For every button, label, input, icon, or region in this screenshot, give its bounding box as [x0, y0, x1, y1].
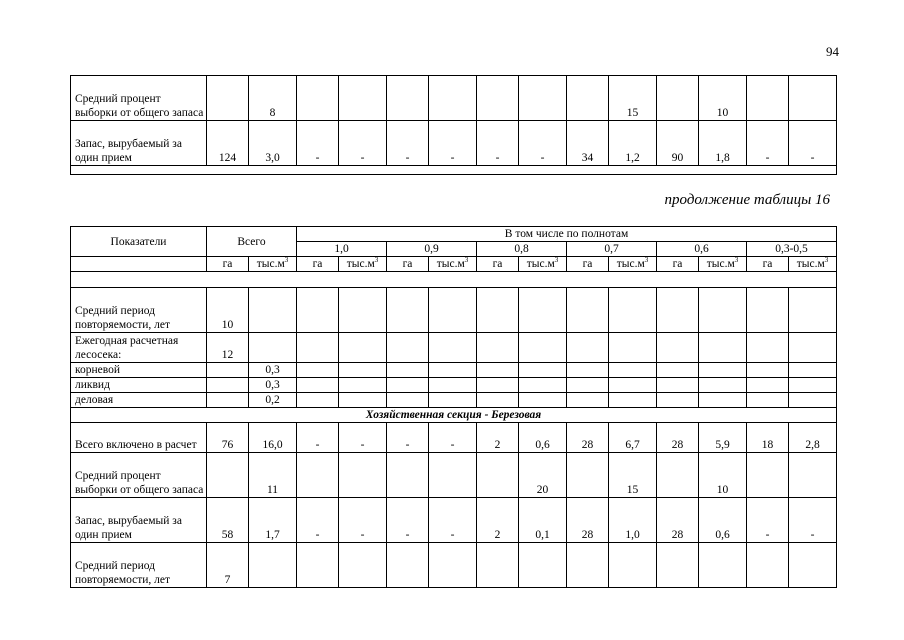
table-cell: 28 [657, 423, 699, 453]
table-cell: - [747, 498, 789, 543]
table-cell [699, 543, 747, 588]
table-cell [519, 288, 567, 333]
table-top-fragment [70, 75, 837, 175]
table-cell [657, 543, 699, 588]
table-cell [339, 76, 387, 121]
table-cell: 12 [207, 333, 249, 363]
row-label: ликвид [71, 378, 207, 393]
spacer-row [71, 272, 837, 288]
table-cell [429, 288, 477, 333]
table-cell [339, 288, 387, 333]
table-cell [477, 288, 519, 333]
unit-volume-exponent: 3 [824, 256, 829, 265]
table-cell [657, 76, 699, 121]
unit-volume-text: тыс.м [616, 258, 645, 270]
table-cell [297, 333, 339, 363]
table-cell: 8 [249, 76, 297, 121]
table-cell: 7 [207, 543, 249, 588]
header-unit-ha: га [387, 257, 429, 272]
table-cell [699, 333, 747, 363]
table-cell: 2,8 [789, 423, 837, 453]
table-cell [339, 363, 387, 378]
table-cell [477, 333, 519, 363]
table-cell: - [339, 121, 387, 166]
table-cell: 2 [477, 423, 519, 453]
table-cell: 15 [609, 76, 657, 121]
header-unit-volume [519, 257, 567, 272]
table-cell [207, 76, 249, 121]
row-label: Запас, вырубаемый за один прием [71, 498, 207, 543]
table-cell [297, 288, 339, 333]
page-number: 94 [826, 44, 839, 59]
table-cell [477, 378, 519, 393]
unit-volume-text: тыс.м [796, 258, 825, 270]
row-label: деловая [71, 393, 207, 408]
table-cell [519, 363, 567, 378]
table-cell [657, 378, 699, 393]
row-label: Всего включено в расчет [71, 423, 207, 453]
table-cell [567, 363, 609, 378]
table-cell: 6,7 [609, 423, 657, 453]
table-row [71, 76, 837, 121]
empty-cell [71, 272, 837, 288]
table-cell [699, 363, 747, 378]
table-row [71, 498, 837, 543]
table-cell: 34 [567, 121, 609, 166]
table-cell: - [789, 498, 837, 543]
table-body [71, 272, 837, 588]
row-label: Средний процент выборки от общего запаса [71, 76, 207, 121]
table-cell [657, 453, 699, 498]
empty-cell [71, 166, 837, 175]
table-cell: 58 [207, 498, 249, 543]
table-cell [609, 333, 657, 363]
table-cell: - [297, 423, 339, 453]
table-cell [207, 393, 249, 408]
header-unit-ha: га [657, 257, 699, 272]
table-cell [297, 453, 339, 498]
header-unit-blank [71, 257, 207, 272]
table-cell [789, 288, 837, 333]
table-cell [429, 393, 477, 408]
table-cell [519, 393, 567, 408]
table-cell: 10 [699, 76, 747, 121]
unit-volume-text: тыс.м [526, 258, 555, 270]
row-label: Запас, вырубаемый за один прием [71, 121, 207, 166]
spacer-row [71, 166, 837, 175]
table-cell [747, 333, 789, 363]
table-cell [657, 333, 699, 363]
header-unit-ha: га [567, 257, 609, 272]
table-cell [657, 288, 699, 333]
top-table-body [71, 76, 837, 175]
row-label: Ежегодная расчетная лесосека: [71, 333, 207, 363]
table-cell: - [387, 498, 429, 543]
table-cell [657, 363, 699, 378]
table-cell: 1,2 [609, 121, 657, 166]
header-unit-volume [339, 257, 387, 272]
table-cell [429, 333, 477, 363]
header-unit-ha: га [297, 257, 339, 272]
table-cell: 20 [519, 453, 567, 498]
table-cell: - [429, 121, 477, 166]
header-density: 0,8 [477, 242, 567, 257]
table-cell: 28 [567, 498, 609, 543]
table-16-continuation [70, 226, 837, 588]
table-cell [747, 378, 789, 393]
header-density: 0,6 [657, 242, 747, 257]
table-row [71, 453, 837, 498]
table-cell: - [789, 121, 837, 166]
table-row [71, 393, 837, 408]
unit-volume-text: тыс.м [436, 258, 465, 270]
row-label: Средний период повторяемости, лет [71, 543, 207, 588]
table-cell: 11 [249, 453, 297, 498]
table-cell [699, 393, 747, 408]
unit-volume-text: тыс.м [346, 258, 375, 270]
table-cell [387, 363, 429, 378]
unit-volume-exponent: 3 [644, 256, 649, 265]
section-title: Хозяйственная секция - Березовая [71, 408, 837, 423]
table-cell [339, 453, 387, 498]
table-cell: 28 [567, 423, 609, 453]
table-cell: - [429, 498, 477, 543]
table-cell [567, 543, 609, 588]
table-cell [297, 76, 339, 121]
header-density: 1,0 [297, 242, 387, 257]
table-cell: 5,9 [699, 423, 747, 453]
table-cell: 124 [207, 121, 249, 166]
table-cell [477, 363, 519, 378]
table-cell [567, 288, 609, 333]
header-unit-ha: га [207, 257, 249, 272]
table-cell: - [297, 121, 339, 166]
table-cell: 0,2 [249, 393, 297, 408]
unit-volume-exponent: 3 [554, 256, 559, 265]
table-cell: - [339, 423, 387, 453]
table-cell [387, 543, 429, 588]
table-cell [429, 378, 477, 393]
table-cell [207, 378, 249, 393]
table-cell [609, 543, 657, 588]
table-cell [249, 333, 297, 363]
table-cell: 15 [609, 453, 657, 498]
section-row [71, 408, 837, 423]
table-cell: 3,0 [249, 121, 297, 166]
table-cell: 0,6 [519, 423, 567, 453]
table-cell [609, 288, 657, 333]
table-cell [249, 288, 297, 333]
header-density: 0,9 [387, 242, 477, 257]
unit-volume-text: тыс.м [706, 258, 735, 270]
table-cell [339, 543, 387, 588]
table-cell [429, 76, 477, 121]
header-unit-volume [789, 257, 837, 272]
table-cell [429, 453, 477, 498]
table-cell [789, 76, 837, 121]
table-cell: - [477, 121, 519, 166]
table-cell: 10 [699, 453, 747, 498]
table-cell [477, 393, 519, 408]
table-cell [609, 393, 657, 408]
table-cell: - [387, 121, 429, 166]
header-unit-ha: га [477, 257, 519, 272]
table-cell [789, 333, 837, 363]
table-cell [339, 393, 387, 408]
header-indicators: Показатели [71, 227, 207, 257]
header-unit-volume [609, 257, 657, 272]
header-unit-ha: га [747, 257, 789, 272]
table-cell [699, 288, 747, 333]
unit-volume-exponent: 3 [284, 256, 289, 265]
header-total: Всего [207, 227, 297, 257]
table-cell [567, 333, 609, 363]
table-cell [207, 453, 249, 498]
table-cell: 0,6 [699, 498, 747, 543]
header-unit-volume [249, 257, 297, 272]
table-cell [567, 393, 609, 408]
table-cell: 0,3 [249, 378, 297, 393]
table-cell [387, 453, 429, 498]
table-cell: 0,1 [519, 498, 567, 543]
row-label: Средний период повторяемости, лет [71, 288, 207, 333]
table-cell [747, 393, 789, 408]
table-cell [387, 393, 429, 408]
table-cell [609, 378, 657, 393]
header-density: 0,3-0,5 [747, 242, 837, 257]
table-cell [609, 363, 657, 378]
table-cell [477, 76, 519, 121]
unit-volume-exponent: 3 [464, 256, 469, 265]
table-cell [387, 76, 429, 121]
table-cell: 1,8 [699, 121, 747, 166]
header-unit-volume [699, 257, 747, 272]
table-cell: 18 [747, 423, 789, 453]
table-cell: - [297, 498, 339, 543]
table-cell: - [339, 498, 387, 543]
table-cell [657, 393, 699, 408]
table-cell [429, 363, 477, 378]
table-cell [747, 76, 789, 121]
table-cell [519, 378, 567, 393]
table-row [71, 333, 837, 363]
unit-volume-exponent: 3 [734, 256, 739, 265]
table-cell [519, 76, 567, 121]
table-row [71, 121, 837, 166]
table-cell: 76 [207, 423, 249, 453]
table-cell: 28 [657, 498, 699, 543]
table-cell: 1,0 [609, 498, 657, 543]
table-cell [747, 363, 789, 378]
table-cell [789, 543, 837, 588]
header-density: 0,7 [567, 242, 657, 257]
table-header [71, 227, 837, 272]
table-cell [297, 393, 339, 408]
table-cell: - [387, 423, 429, 453]
table-cell [297, 378, 339, 393]
table-cell [699, 378, 747, 393]
table-cell [789, 453, 837, 498]
table-row [71, 288, 837, 333]
table-cell: - [429, 423, 477, 453]
header-including-densities: В том числе по полнотам [297, 227, 837, 242]
table-cell [429, 543, 477, 588]
table-cell [339, 378, 387, 393]
table-cell [747, 543, 789, 588]
table-cell [519, 333, 567, 363]
table-cell [789, 378, 837, 393]
table-cell [789, 393, 837, 408]
row-label: Средний процент выборки от общего запаса [71, 453, 207, 498]
continuation-title: продолжение таблицы 16 [664, 192, 830, 208]
table-row [71, 543, 837, 588]
table-cell [567, 453, 609, 498]
table-cell [297, 363, 339, 378]
table-cell [477, 543, 519, 588]
table-cell: - [747, 121, 789, 166]
table-cell [387, 288, 429, 333]
unit-volume-exponent: 3 [374, 256, 379, 265]
table-cell [789, 363, 837, 378]
table-row [71, 363, 837, 378]
table-cell [747, 288, 789, 333]
table-cell: 90 [657, 121, 699, 166]
unit-volume-text: тыс.м [256, 258, 285, 270]
table-cell [567, 76, 609, 121]
table-cell [339, 333, 387, 363]
table-cell [207, 363, 249, 378]
table-cell [387, 378, 429, 393]
row-label: корневой [71, 363, 207, 378]
table-cell: 2 [477, 498, 519, 543]
table-cell: 0,3 [249, 363, 297, 378]
table-cell [477, 453, 519, 498]
table-cell [747, 453, 789, 498]
table-cell [567, 378, 609, 393]
table-cell: 1,7 [249, 498, 297, 543]
table-cell [297, 543, 339, 588]
table-cell: 10 [207, 288, 249, 333]
header-unit-volume [429, 257, 477, 272]
table-cell: 16,0 [249, 423, 297, 453]
table-cell [249, 543, 297, 588]
table-row [71, 423, 837, 453]
table-cell [387, 333, 429, 363]
table-cell [519, 543, 567, 588]
table-row [71, 378, 837, 393]
table-cell: - [519, 121, 567, 166]
